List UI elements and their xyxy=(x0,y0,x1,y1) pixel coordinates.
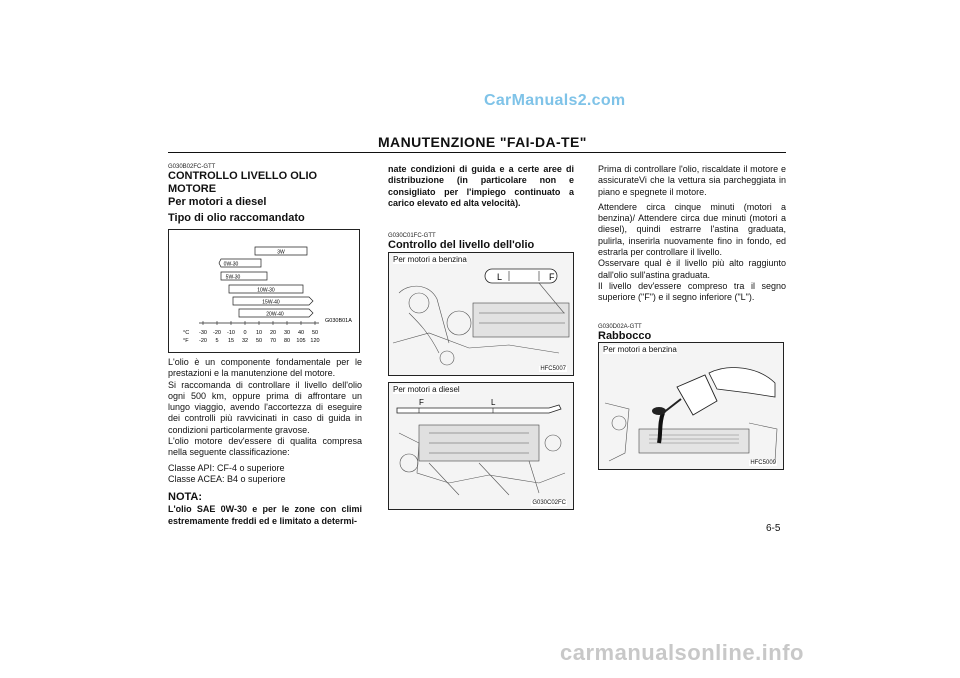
paragraph: Il livello dev'essere compreso tra il segno superiore ("F") e il segno inferiore ("L"). xyxy=(598,280,786,303)
oil-type-subheading: Tipo di olio raccomandato xyxy=(168,212,305,224)
note-text: L'olio SAE 0W-30 e per le zone con climi estremamente freddi ed e limitato a determi- xyxy=(168,504,362,526)
continued-note-text: nate condizioni di guida e a certe aree di distribuzione (in particolare non e consigliato per l'impiego continuato a carico elevato ed alta velocità). xyxy=(388,164,574,208)
filler-opening xyxy=(652,407,666,415)
section-title-line-2: MOTORE xyxy=(168,183,217,195)
oil-viscosity-chart xyxy=(168,229,360,353)
figure-label: Per motori a benzina xyxy=(603,345,677,354)
figure-code: G030C02FC xyxy=(532,500,566,506)
api-class: Classe API: CF-4 o superiore xyxy=(168,462,285,473)
bar-label-10w30: 10W-30 xyxy=(257,287,275,294)
fahrenheit-tick: -20 xyxy=(199,338,207,344)
figure-label: Per motori a diesel xyxy=(393,385,460,394)
section-title-line-3: Per motori a diesel xyxy=(168,196,267,208)
celsius-tick: 20 xyxy=(269,330,277,336)
fahrenheit-tick: 50 xyxy=(255,338,263,344)
page-header-title: MANUTENZIONE "FAI-DA-TE" xyxy=(378,134,587,150)
note-title: NOTA: xyxy=(168,491,203,504)
celsius-tick: 50 xyxy=(311,330,319,336)
watermark-bottom: carmanualsonline.info xyxy=(560,640,804,665)
dipstick-low-mark: L xyxy=(497,272,503,282)
figure-refill xyxy=(598,342,784,470)
bar-label-5w30: 5W-30 xyxy=(225,274,241,281)
fahrenheit-tick: 32 xyxy=(241,338,249,344)
fahrenheit-tick: 120 xyxy=(310,338,320,344)
figure-label: Per motori a benzina xyxy=(393,255,467,264)
figure-code: HFC5007 xyxy=(540,366,566,372)
engine-illustration-diesel xyxy=(389,383,573,509)
fahrenheit-tick: 70 xyxy=(269,338,277,344)
bar-label-15w40: 15W-40 xyxy=(262,299,280,306)
paragraph: L'olio è un componente fondamentale per le prestazioni e la manutenzione del motore. xyxy=(168,357,362,379)
celsius-tick: -10 xyxy=(227,330,235,336)
engine-cover xyxy=(639,429,749,453)
column-1 xyxy=(168,164,362,527)
engine-illustration-gasoline xyxy=(389,253,573,375)
watermark-top: CarManuals2.com xyxy=(484,92,626,109)
paragraph: Si raccomanda di controllare il livello dell'olio ogni 500 km, oppure prima di affrontare un lungo viaggio, avendo l'accortezza di eseguire dei controlli più ravvicinati in caso di guida in condizioni particolarmente gravose. xyxy=(168,379,362,435)
paragraph: Prima di controllare l'olio, riscaldate il motore e assicurateVi che la vettura sia parcheggiata in piano e spegnete il motore. xyxy=(598,164,786,197)
fahrenheit-unit: °F xyxy=(183,338,189,344)
section-title-line-1: CONTROLLO LIVELLO OLIO xyxy=(168,170,318,182)
fahrenheit-tick: 5 xyxy=(215,338,219,344)
refill-illustration xyxy=(599,343,783,469)
header-rule xyxy=(168,152,786,153)
bar-label-0w30: 0W-30 xyxy=(223,261,239,268)
celsius-unit: °C xyxy=(183,330,190,336)
figure-code: HFC5009 xyxy=(750,460,776,466)
column-3 xyxy=(598,164,786,343)
dipstick-full-mark: F xyxy=(419,398,424,407)
fahrenheit-tick: 105 xyxy=(296,338,306,344)
dipstick-low-mark: L xyxy=(491,398,496,407)
celsius-tick: 10 xyxy=(255,330,263,336)
bar-label-3w: 3W xyxy=(277,249,285,256)
chart-code: G030B01A xyxy=(325,318,352,324)
celsius-tick: -20 xyxy=(213,330,221,336)
dipstick-callout xyxy=(485,269,557,283)
celsius-tick: 0 xyxy=(243,330,247,336)
dipstick-full-mark: F xyxy=(549,272,555,282)
section-code: G030B02FC-GTT xyxy=(168,164,216,170)
bar-label-20w40: 20W-40 xyxy=(266,311,284,318)
celsius-tick: -30 xyxy=(199,330,207,336)
figure-diesel-dipstick xyxy=(388,382,574,510)
oil-viscosity-chart-svg xyxy=(169,230,359,352)
fahrenheit-tick: 15 xyxy=(227,338,235,344)
paragraph: Osservare qual è il livello più alto raggiunto dall'olio sull'astina graduata. xyxy=(598,258,786,280)
fahrenheit-tick: 80 xyxy=(283,338,291,344)
page-number: 6-5 xyxy=(766,523,781,534)
paragraph: Attendere circa cinque minuti (motori a benzina)/ Attendere circa due minuti (motori a diesel), quindi estrarre l'astina graduata, pulirla, inserirla nuovamente fino in fondo, ed estrarla per controllare il livello. xyxy=(598,201,786,258)
celsius-tick: 30 xyxy=(283,330,291,336)
acea-class: Classe ACEA: B4 o superiore xyxy=(168,473,286,484)
engine-block xyxy=(473,303,569,337)
section-code: G030D02A-GTT xyxy=(598,323,642,330)
section-title: Rabbocco xyxy=(598,329,652,342)
paragraph: L'olio motore dev'essere di qualita compresa nella seguente classificazione: xyxy=(168,436,362,458)
section-title: Controllo del livello dell'olio xyxy=(388,239,535,252)
column-2 xyxy=(388,164,574,252)
section-code: G030C01FC-GTT xyxy=(388,233,436,240)
figure-gasoline-dipstick xyxy=(388,252,574,376)
celsius-tick: 40 xyxy=(297,330,305,336)
